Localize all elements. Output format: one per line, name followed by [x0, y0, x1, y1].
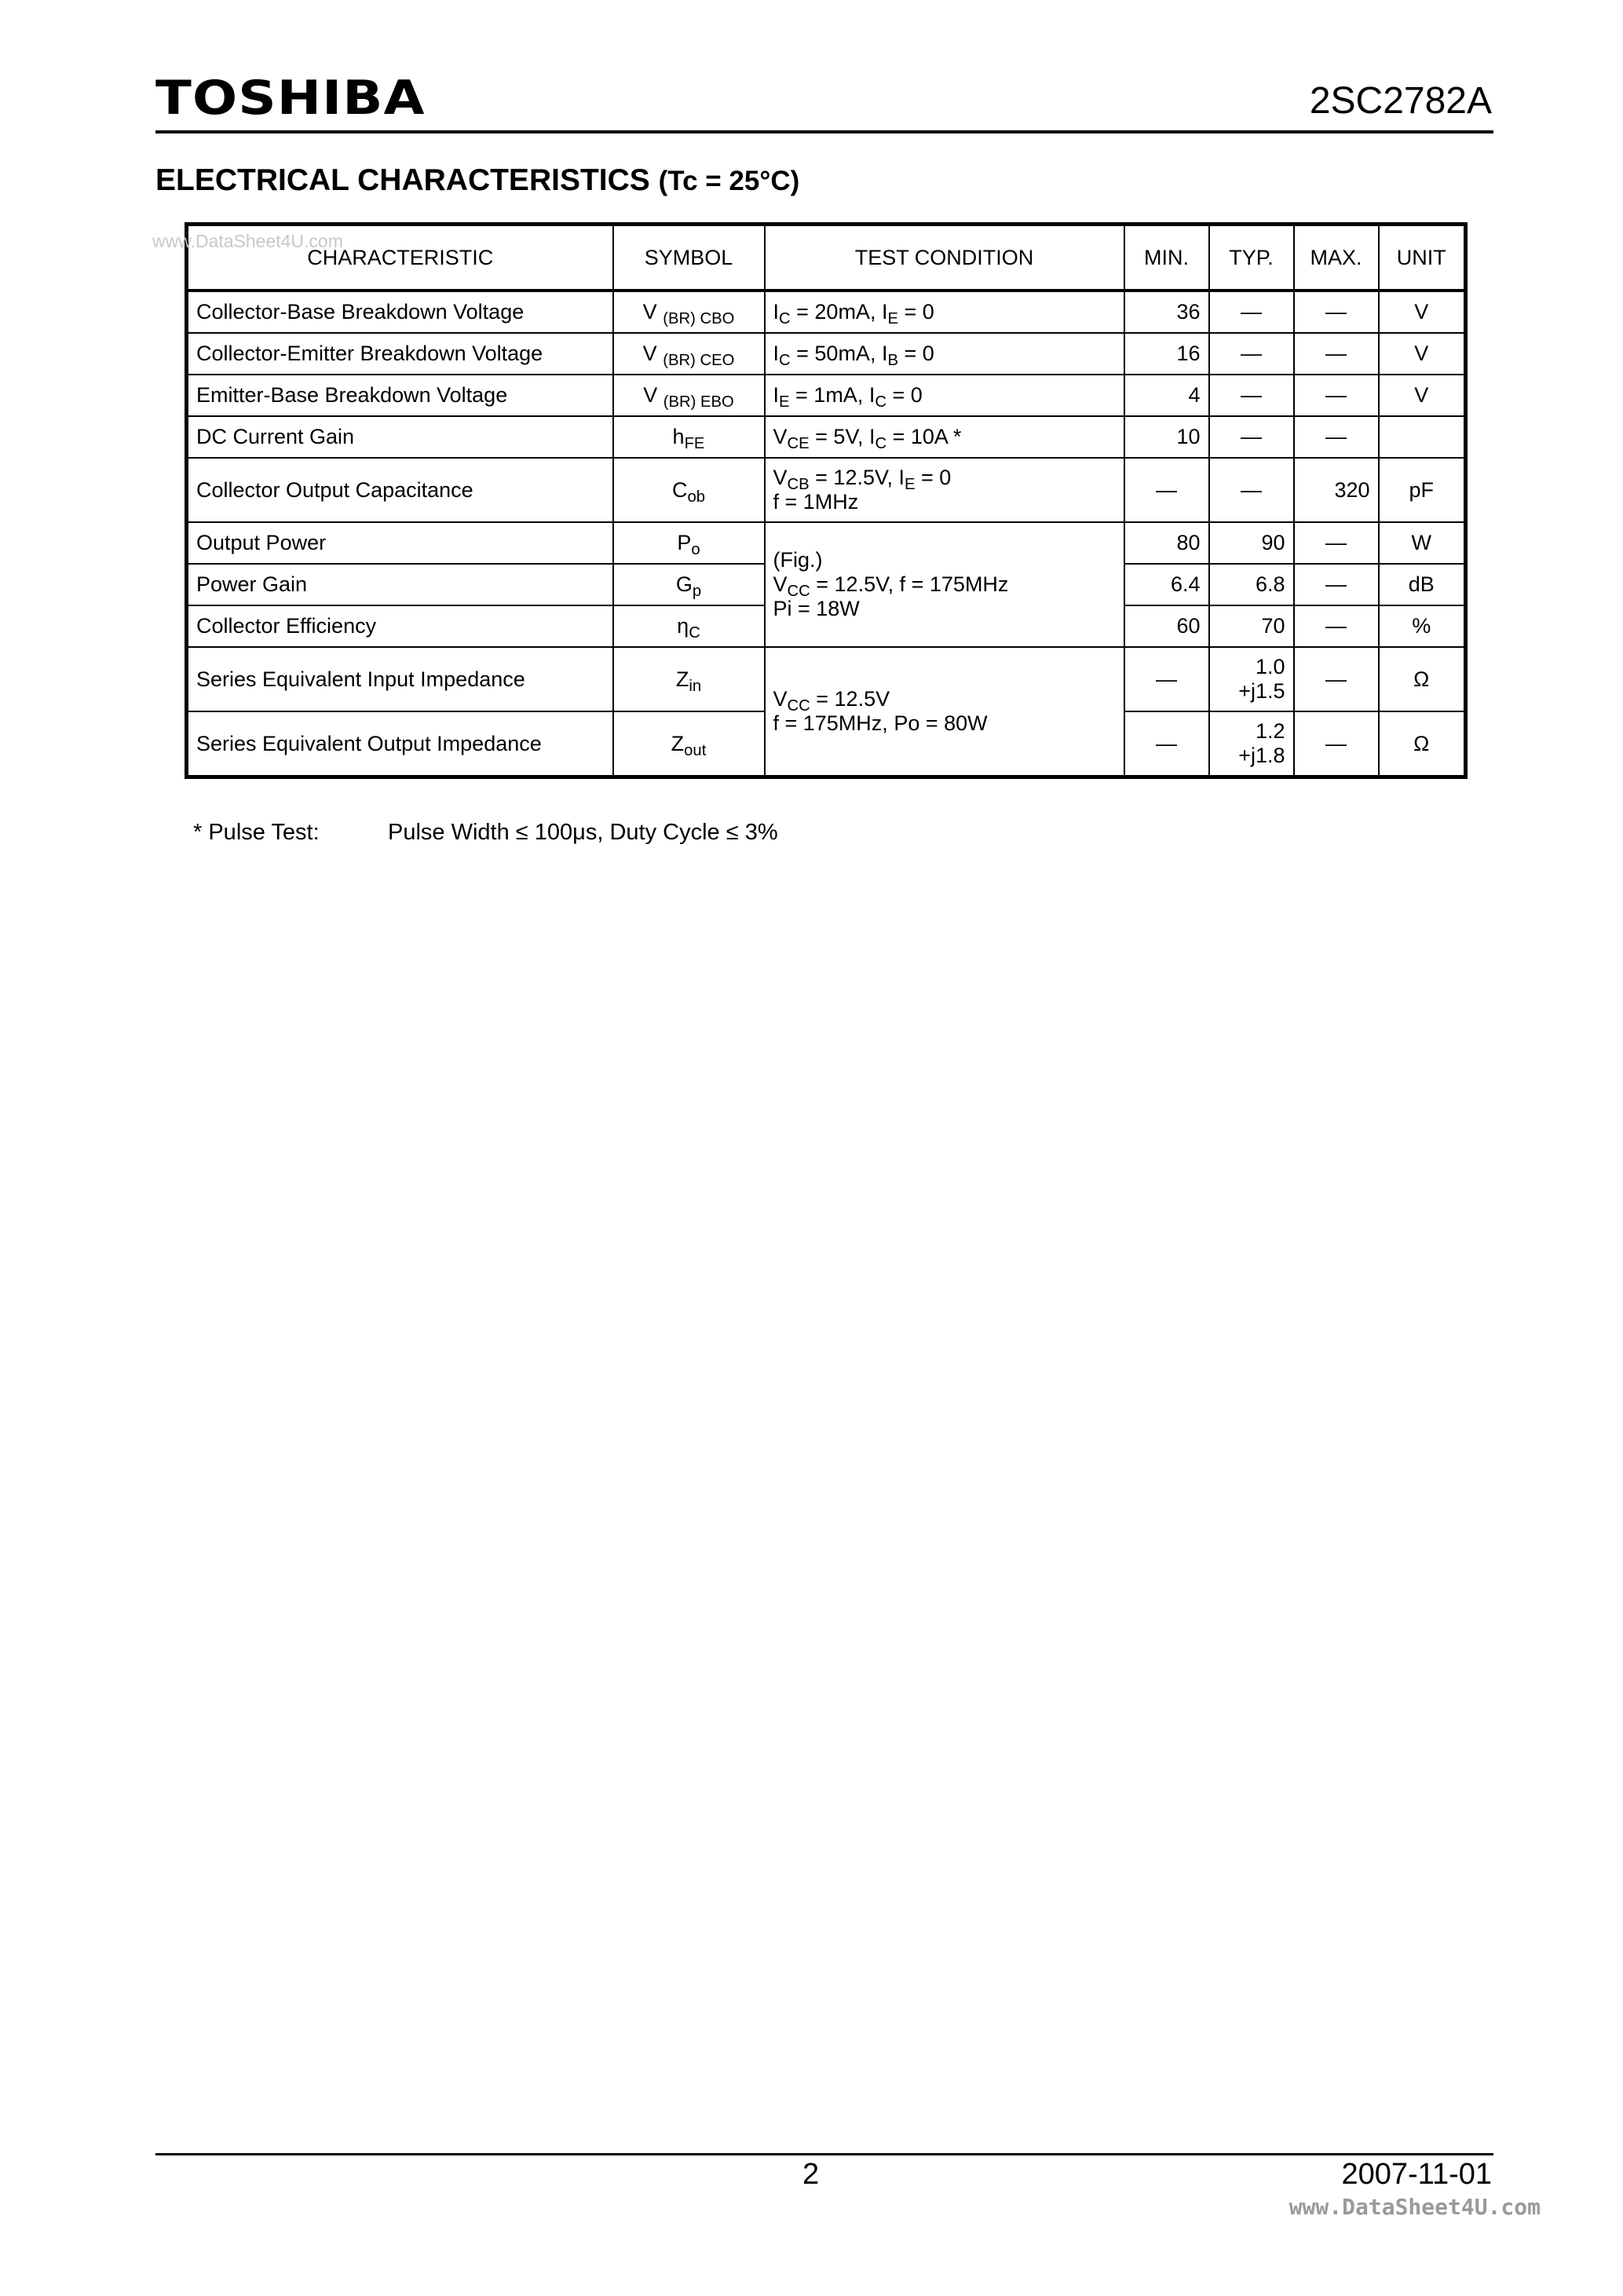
cell-symbol: $C_{ob}$ [613, 458, 765, 522]
cell-typ: 70 [1209, 605, 1294, 647]
cell-typ: 90 [1209, 522, 1294, 564]
header-rule [155, 130, 1493, 133]
footnote-text: Pulse Width ≤ 100μs, Duty Cycle ≤ 3% [388, 820, 778, 845]
cell-max: — [1294, 416, 1379, 458]
cell-characteristic: Emitter-Base Breakdown Voltage [187, 375, 613, 416]
cell-characteristic: Power Gain [187, 564, 613, 605]
cell-min: 4 [1124, 375, 1209, 416]
cell-typ: — [1209, 416, 1294, 458]
cell-characteristic: Collector Efficiency [187, 605, 613, 647]
cell-max: — [1294, 564, 1379, 605]
header-min: MIN. [1124, 225, 1209, 291]
cell-characteristic: Output Power [187, 522, 613, 564]
cell-max: 320 [1294, 458, 1379, 522]
footnote [193, 821, 778, 844]
section-title-text: ELECTRICAL CHARACTERISTICS [155, 163, 650, 197]
cell-symbol: $P_o$ [613, 522, 765, 564]
table-row [187, 522, 1466, 564]
cell-characteristic: Series Equivalent Input Impedance [187, 647, 613, 711]
table-row [187, 647, 1466, 711]
cell-symbol: V $_{(BR) CBO}$ [613, 291, 765, 333]
cell-min: 60 [1124, 605, 1209, 647]
footnote-label: * Pulse Test: [193, 820, 320, 845]
header-typ: TYP. [1209, 225, 1294, 291]
cell-min: 36 [1124, 291, 1209, 333]
watermark-bottom: www.DataSheet4U.com [1289, 2194, 1541, 2220]
cell-unit: V [1379, 291, 1466, 333]
cell-max: — [1294, 711, 1379, 777]
cell-typ: 1.2 +j1.8 [1209, 711, 1294, 777]
cell-test-condition: $I_C = 20mA$, $I_E = 0$ [765, 291, 1124, 333]
cell-symbol: $Z_{out}$ [613, 711, 765, 777]
cell-test-condition-rf: (Fig.) $V_{CC} = 12.5V$, f = 175MHz Pi = 18W [765, 522, 1124, 647]
cell-test-condition: $I_C = 50mA$, $I_B = 0$ [765, 333, 1124, 375]
cell-min: 6.4 [1124, 564, 1209, 605]
table-row [187, 291, 1466, 333]
cell-typ: 6.8 [1209, 564, 1294, 605]
cell-max: — [1294, 291, 1379, 333]
cell-typ: 1.0 +j1.5 [1209, 647, 1294, 711]
cell-test-condition: $V_{CE} = 5V$, $I_C = 10A$ * [765, 416, 1124, 458]
cell-test-condition-impedance: $V_{CC} = 12.5V$ f = 175MHz, Po = 80W [765, 647, 1124, 777]
cell-unit: pF [1379, 458, 1466, 522]
cell-min: 16 [1124, 333, 1209, 375]
cell-symbol: $\eta_C$ [613, 605, 765, 647]
cell-characteristic: Series Equivalent Output Impedance [187, 711, 613, 777]
header-max: MAX. [1294, 225, 1379, 291]
toshiba-logo: TOSHIBA [155, 71, 426, 126]
table-row [187, 375, 1466, 416]
cell-max: — [1294, 605, 1379, 647]
cell-min: 10 [1124, 416, 1209, 458]
cell-characteristic: Collector-Base Breakdown Voltage [187, 291, 613, 333]
cell-characteristic: DC Current Gain [187, 416, 613, 458]
table-row [187, 333, 1466, 375]
cell-unit: V [1379, 375, 1466, 416]
header-characteristic: CHARACTERISTIC [187, 225, 613, 291]
cell-symbol: $G_p$ [613, 564, 765, 605]
cell-typ: — [1209, 333, 1294, 375]
cell-unit: dB [1379, 564, 1466, 605]
cell-typ: — [1209, 375, 1294, 416]
cell-min: — [1124, 458, 1209, 522]
cell-characteristic: Collector-Emitter Breakdown Voltage [187, 333, 613, 375]
table-row [187, 458, 1466, 522]
page-number: 2 [802, 2158, 820, 2191]
watermark-top: www.DataSheet4U.com [152, 231, 343, 251]
cell-symbol: V $_{(BR) CEO}$ [613, 333, 765, 375]
part-number: 2SC2782A [1309, 80, 1492, 122]
section-title [155, 165, 799, 196]
cell-min: 80 [1124, 522, 1209, 564]
cell-unit: W [1379, 522, 1466, 564]
cell-unit: Ω [1379, 711, 1466, 777]
cell-characteristic: Collector Output Capacitance [187, 458, 613, 522]
header-unit: UNIT [1379, 225, 1466, 291]
footer-date: 2007-11-01 [1341, 2158, 1492, 2191]
section-title-condition: (Tc = 25°C) [658, 166, 800, 196]
cell-symbol: $h_{FE}$ [613, 416, 765, 458]
header-test-condition: TEST CONDITION [765, 225, 1124, 291]
cell-typ: — [1209, 458, 1294, 522]
electrical-characteristics-table [185, 222, 1468, 779]
cell-min: — [1124, 711, 1209, 777]
table-header-row [187, 225, 1466, 291]
header-symbol: SYMBOL [613, 225, 765, 291]
cell-symbol: $Z_{in}$ [613, 647, 765, 711]
cell-test-condition: $V_{CB} = 12.5V$, $I_E = 0$ f = 1MHz [765, 458, 1124, 522]
cell-unit [1379, 416, 1466, 458]
footer-rule [155, 2153, 1493, 2155]
cell-typ: — [1209, 291, 1294, 333]
cell-max: — [1294, 333, 1379, 375]
table-row [187, 416, 1466, 458]
cell-max: — [1294, 522, 1379, 564]
cell-unit: % [1379, 605, 1466, 647]
cell-max: — [1294, 375, 1379, 416]
cell-min: — [1124, 647, 1209, 711]
cell-max: — [1294, 647, 1379, 711]
cell-symbol: V $_{(BR) EBO}$ [613, 375, 765, 416]
cell-unit: Ω [1379, 647, 1466, 711]
cell-test-condition: $I_E = 1mA$, $I_C = 0$ [765, 375, 1124, 416]
cell-unit: V [1379, 333, 1466, 375]
